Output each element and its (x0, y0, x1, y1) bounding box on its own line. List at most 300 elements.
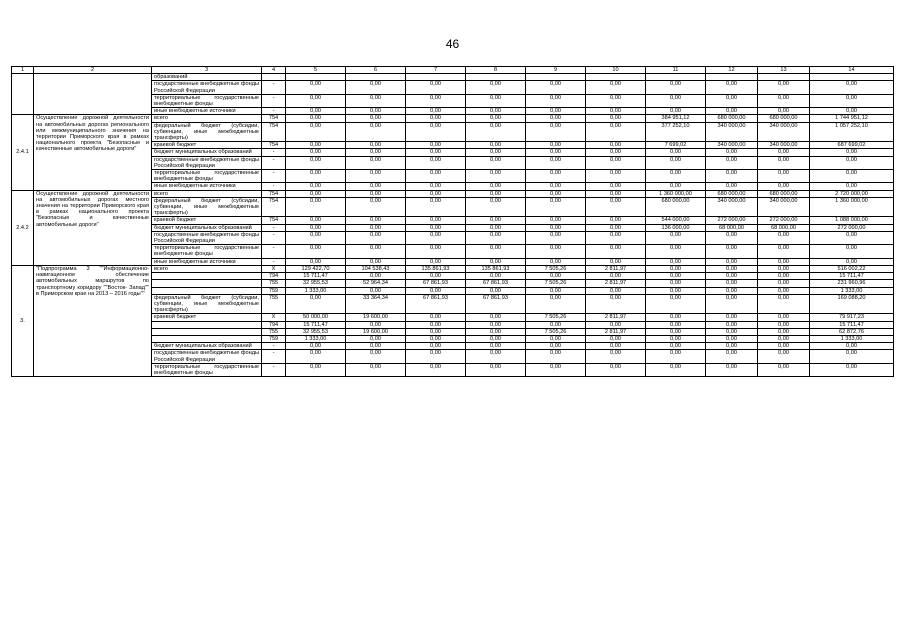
column-number-cell: 5 (286, 67, 346, 74)
amount-cell: 0,00 (466, 170, 526, 183)
amount-cell: 0,00 (346, 108, 406, 115)
amount-cell: 67 861,93 (406, 280, 466, 287)
amount-cell: 1 057 252,10 (810, 122, 894, 142)
amount-cell: 0,00 (286, 245, 346, 258)
amount-cell: 0,00 (346, 81, 406, 94)
admin-code-cell: 754 (262, 197, 286, 217)
amount-cell: 1 333,00 (286, 335, 346, 342)
amount-cell: 0,00 (466, 108, 526, 115)
admin-code-cell: X (262, 265, 286, 272)
table-row (12, 74, 894, 81)
amount-cell: 0,00 (758, 265, 810, 272)
amount-cell: 680 000,00 (758, 115, 810, 122)
amount-cell: 0,00 (466, 217, 526, 224)
measure-description-cell: Осуществление дорожной деятельности на автомобильных дорогах регионального или межмуниципального значения на территории Приморского края в рамках национального проекта "Безопасные и качественные автомобильные дороги" (34, 115, 152, 190)
amount-cell: 0,00 (466, 363, 526, 376)
amount-cell: 0,00 (646, 314, 706, 321)
amount-cell: 0,00 (586, 350, 646, 363)
amount-cell: 0,00 (286, 156, 346, 169)
funding-source-cell: территориальные государственные внебюджетные фонды (152, 363, 262, 376)
measure-description-cell (34, 74, 152, 115)
admin-code-cell: - (262, 231, 286, 244)
amount-cell: 0,00 (466, 122, 526, 142)
admin-code-cell: 754 (262, 122, 286, 142)
amount-cell: 0,00 (646, 294, 706, 314)
column-number-cell: 3 (152, 67, 262, 74)
amount-cell (286, 74, 346, 81)
amount-cell: 67 861,93 (466, 280, 526, 287)
amount-cell: 544 000,00 (646, 217, 706, 224)
amount-cell: 0,00 (646, 265, 706, 272)
amount-cell: 0,00 (286, 142, 346, 149)
amount-cell (810, 74, 894, 81)
funding-source-cell: государственные внебюджетные фонды Российской Федерации (152, 81, 262, 94)
amount-cell: 68 000,00 (758, 224, 810, 231)
budget-table (11, 66, 894, 377)
column-number-cell: 7 (406, 67, 466, 74)
funding-source-cell: бюджет муниципальных образований (152, 149, 262, 156)
amount-cell: 0,00 (346, 273, 406, 280)
amount-cell: 231 960,96 (810, 280, 894, 287)
amount-cell: 0,00 (758, 81, 810, 94)
amount-cell: 0,00 (466, 328, 526, 335)
amount-cell: 0,00 (706, 280, 758, 287)
amount-cell: 0,00 (706, 294, 758, 314)
amount-cell: 0,00 (706, 231, 758, 244)
amount-cell: 2 811,97 (586, 328, 646, 335)
amount-cell: 0,00 (586, 197, 646, 217)
amount-cell: 0,00 (346, 245, 406, 258)
amount-cell: 0,00 (286, 258, 346, 265)
amount-cell: 0,00 (586, 149, 646, 156)
admin-code-cell: - (262, 224, 286, 231)
amount-cell (346, 74, 406, 81)
funding-source-cell: государственные внебюджетные фонды Российской Федерации (152, 350, 262, 363)
amount-cell: 0,00 (646, 363, 706, 376)
amount-cell: 0,00 (646, 321, 706, 328)
amount-cell: 0,00 (586, 343, 646, 350)
amount-cell: 0,00 (466, 197, 526, 217)
funding-source-cell (152, 321, 262, 328)
funding-source-cell (152, 280, 262, 287)
amount-cell: 0,00 (526, 245, 586, 258)
amount-cell: 0,00 (286, 231, 346, 244)
amount-cell: 0,00 (706, 258, 758, 265)
amount-cell: 0,00 (406, 81, 466, 94)
amount-cell: 384 951,12 (646, 115, 706, 122)
amount-cell: 0,00 (586, 294, 646, 314)
amount-cell: 0,00 (758, 343, 810, 350)
amount-cell: 0,00 (646, 280, 706, 287)
column-number-cell: 9 (526, 67, 586, 74)
amount-cell (586, 74, 646, 81)
amount-cell: 1 744 951,12 (810, 115, 894, 122)
amount-cell: 0,00 (526, 350, 586, 363)
amount-cell: 0,00 (286, 217, 346, 224)
amount-cell: 0,00 (758, 335, 810, 342)
amount-cell: 15 711,47 (286, 273, 346, 280)
amount-cell: 0,00 (466, 94, 526, 107)
amount-cell: 0,00 (706, 108, 758, 115)
amount-cell: 1 333,00 (810, 287, 894, 294)
amount-cell: 2 811,97 (586, 280, 646, 287)
amount-cell: 0,00 (706, 81, 758, 94)
column-number-cell: 4 (262, 67, 286, 74)
amount-cell: 0,00 (526, 231, 586, 244)
amount-cell: 0,00 (346, 258, 406, 265)
amount-cell: 104 538,43 (346, 265, 406, 272)
amount-cell: 0,00 (526, 149, 586, 156)
amount-cell: 340 000,00 (758, 197, 810, 217)
admin-code-cell: 754 (262, 115, 286, 122)
amount-cell: 0,00 (810, 183, 894, 190)
amount-cell: 32 955,53 (286, 328, 346, 335)
amount-cell: 680 000,00 (646, 197, 706, 217)
amount-cell: 0,00 (406, 217, 466, 224)
admin-code-cell: X (262, 314, 286, 321)
admin-code-cell: 755 (262, 328, 286, 335)
amount-cell: 0,00 (466, 115, 526, 122)
amount-cell (406, 74, 466, 81)
amount-cell: 0,00 (758, 321, 810, 328)
amount-cell: 7 505,26 (526, 314, 586, 321)
amount-cell: 0,00 (586, 183, 646, 190)
amount-cell: 0,00 (526, 170, 586, 183)
amount-cell: 0,00 (526, 94, 586, 107)
amount-cell: 0,00 (706, 328, 758, 335)
amount-cell: 0,00 (646, 258, 706, 265)
amount-cell: 0,00 (286, 122, 346, 142)
amount-cell: 0,00 (758, 273, 810, 280)
amount-cell: 135 861,93 (466, 265, 526, 272)
funding-source-cell: иные внебюджетные источники (152, 258, 262, 265)
amount-cell: 0,00 (526, 190, 586, 197)
amount-cell: 2 720 000,00 (810, 190, 894, 197)
amount-cell: 0,00 (286, 190, 346, 197)
measure-description-cell: Осуществление дорожной деятельности на автомобильных дорогах местного значения на территории Приморского края в рамках национального проекта "Безопасные и качественные автомобильные дороги" (34, 190, 152, 265)
amount-cell: 0,00 (346, 190, 406, 197)
funding-source-cell (152, 287, 262, 294)
amount-cell: 0,00 (466, 343, 526, 350)
amount-cell: 0,00 (586, 170, 646, 183)
amount-cell: 0,00 (586, 335, 646, 342)
amount-cell: 0,00 (526, 122, 586, 142)
amount-cell: 0,00 (526, 287, 586, 294)
amount-cell: 0,00 (346, 183, 406, 190)
amount-cell: 0,00 (466, 350, 526, 363)
amount-cell: 0,00 (706, 170, 758, 183)
amount-cell: 0,00 (466, 245, 526, 258)
funding-source-cell: федеральный бюджет (субсидии, субвенции, иные межбюджетные трансферты) (152, 122, 262, 142)
amount-cell: 0,00 (810, 170, 894, 183)
funding-source-cell (152, 273, 262, 280)
amount-cell: 272 000,00 (810, 224, 894, 231)
amount-cell: 0,00 (406, 363, 466, 376)
amount-cell: 0,00 (646, 328, 706, 335)
amount-cell: 0,00 (466, 321, 526, 328)
amount-cell: 0,00 (286, 94, 346, 107)
funding-source-cell: иные внебюджетные источники (152, 108, 262, 115)
amount-cell: 0,00 (586, 156, 646, 169)
amount-cell: 0,00 (706, 350, 758, 363)
amount-cell: 0,00 (706, 156, 758, 169)
amount-cell: 0,00 (466, 258, 526, 265)
amount-cell: 0,00 (526, 81, 586, 94)
amount-cell: 0,00 (586, 363, 646, 376)
amount-cell: 7 699,02 (646, 142, 706, 149)
table-row (12, 115, 894, 122)
amount-cell: 0,00 (406, 156, 466, 169)
amount-cell: 52 964,34 (346, 280, 406, 287)
amount-cell: 0,00 (526, 294, 586, 314)
admin-code-cell: 759 (262, 335, 286, 342)
column-number-cell: 6 (346, 67, 406, 74)
amount-cell: 0,00 (406, 328, 466, 335)
amount-cell: 0,00 (706, 335, 758, 342)
amount-cell: 0,00 (526, 273, 586, 280)
amount-cell: 340 000,00 (706, 142, 758, 149)
funding-source-cell: образований (152, 74, 262, 81)
section-number-cell: 2.4.2 (12, 190, 34, 265)
amount-cell: 0,00 (758, 183, 810, 190)
amount-cell: 0,00 (286, 81, 346, 94)
amount-cell: 0,00 (706, 245, 758, 258)
amount-cell (646, 74, 706, 81)
amount-cell: 0,00 (810, 108, 894, 115)
funding-source-cell: федеральный бюджет (субсидии, субвенции, иные межбюджетные трансферты) (152, 294, 262, 314)
amount-cell: 0,00 (586, 231, 646, 244)
funding-source-cell: всего (152, 190, 262, 197)
admin-code-cell (262, 74, 286, 81)
amount-cell: 680 000,00 (758, 190, 810, 197)
column-number-cell: 12 (706, 67, 758, 74)
amount-cell: 0,00 (466, 81, 526, 94)
section-number-cell: 2.4.1 (12, 115, 34, 190)
page-number: 46 (445, 37, 460, 51)
funding-source-cell: краевой бюджет (152, 142, 262, 149)
amount-cell: 0,00 (346, 231, 406, 244)
amount-cell: 0,00 (810, 94, 894, 107)
amount-cell: 0,00 (646, 170, 706, 183)
column-number-cell: 2 (34, 67, 152, 74)
funding-source-cell: государственные внебюджетные фонды Российской Федерации (152, 156, 262, 169)
amount-cell: 0,00 (526, 197, 586, 217)
amount-cell: 0,00 (346, 142, 406, 149)
amount-cell: 0,00 (286, 197, 346, 217)
amount-cell: 0,00 (466, 190, 526, 197)
amount-cell: 0,00 (646, 273, 706, 280)
amount-cell: 1 088 000,00 (810, 217, 894, 224)
amount-cell: 0,00 (586, 94, 646, 107)
amount-cell: 0,00 (406, 350, 466, 363)
amount-cell: 0,00 (758, 363, 810, 376)
amount-cell: 0,00 (466, 156, 526, 169)
amount-cell: 0,00 (406, 122, 466, 142)
amount-cell: 0,00 (406, 190, 466, 197)
amount-cell: 0,00 (466, 231, 526, 244)
amount-cell: 67 861,93 (466, 294, 526, 314)
amount-cell: 1 360 000,00 (646, 190, 706, 197)
amount-cell: 0,00 (706, 321, 758, 328)
admin-code-cell: - (262, 363, 286, 376)
amount-cell: 0,00 (286, 170, 346, 183)
funding-source-cell: бюджет муниципальных образований (152, 224, 262, 231)
table-row (12, 190, 894, 197)
amount-cell: 0,00 (646, 335, 706, 342)
admin-code-cell: - (262, 108, 286, 115)
amount-cell: 0,00 (286, 115, 346, 122)
funding-source-cell: всего (152, 115, 262, 122)
amount-cell: 33 364,34 (346, 294, 406, 314)
admin-code-cell: - (262, 156, 286, 169)
amount-cell: 0,00 (586, 273, 646, 280)
amount-cell: 0,00 (586, 115, 646, 122)
amount-cell: 0,00 (466, 273, 526, 280)
amount-cell: 15 711,47 (810, 321, 894, 328)
amount-cell: 0,00 (286, 294, 346, 314)
amount-cell: 135 861,93 (406, 265, 466, 272)
funding-source-cell: федеральный бюджет (субсидии, субвенции, иные межбюджетные трансферты) (152, 197, 262, 217)
funding-source-cell: бюджет муниципальных образований (152, 343, 262, 350)
funding-source-cell: территориальные государственные внебюджетные фонды (152, 94, 262, 107)
amount-cell: 0,00 (526, 217, 586, 224)
amount-cell: 0,00 (526, 183, 586, 190)
funding-source-cell: территориальные государственные внебюджетные фонды (152, 170, 262, 183)
admin-code-cell: 755 (262, 294, 286, 314)
amount-cell: 0,00 (586, 217, 646, 224)
admin-code-cell: 754 (262, 190, 286, 197)
amount-cell: 0,00 (586, 224, 646, 231)
amount-cell: 0,00 (466, 287, 526, 294)
amount-cell: 340 000,00 (758, 142, 810, 149)
amount-cell: 0,00 (810, 149, 894, 156)
amount-cell: 0,00 (706, 343, 758, 350)
amount-cell: 0,00 (526, 258, 586, 265)
amount-cell (758, 74, 810, 81)
amount-cell: 0,00 (586, 190, 646, 197)
amount-cell: 0,00 (466, 183, 526, 190)
amount-cell: 0,00 (286, 343, 346, 350)
amount-cell: 0,00 (406, 273, 466, 280)
amount-cell: 0,00 (646, 287, 706, 294)
amount-cell: 516 002,22 (810, 265, 894, 272)
amount-cell: 340 000,00 (758, 122, 810, 142)
admin-code-cell: 759 (262, 287, 286, 294)
amount-cell: 0,00 (466, 142, 526, 149)
amount-cell: 0,00 (810, 350, 894, 363)
amount-cell: 0,00 (406, 321, 466, 328)
funding-source-cell: государственные внебюджетные фонды Российской Федерации (152, 231, 262, 244)
column-number-cell: 14 (810, 67, 894, 74)
amount-cell: 1 333,00 (810, 335, 894, 342)
amount-cell: 0,00 (810, 156, 894, 169)
amount-cell: 0,00 (758, 314, 810, 321)
amount-cell: 15 711,47 (286, 321, 346, 328)
amount-cell: 0,00 (406, 245, 466, 258)
amount-cell: 0,00 (406, 197, 466, 217)
amount-cell: 0,00 (758, 280, 810, 287)
amount-cell: 19 600,00 (346, 314, 406, 321)
funding-source-cell: иные внебюджетные источники (152, 183, 262, 190)
amount-cell: 0,00 (406, 231, 466, 244)
column-number-row (12, 67, 894, 74)
amount-cell: 0,00 (810, 231, 894, 244)
amount-cell: 0,00 (758, 287, 810, 294)
table-body (12, 67, 894, 377)
amount-cell: 7 505,26 (526, 265, 586, 272)
admin-code-cell: - (262, 350, 286, 363)
amount-cell: 68 000,00 (706, 224, 758, 231)
amount-cell: 0,00 (586, 142, 646, 149)
amount-cell: 0,00 (706, 363, 758, 376)
amount-cell: 0,00 (526, 343, 586, 350)
amount-cell: 0,00 (810, 343, 894, 350)
column-number-cell: 10 (586, 67, 646, 74)
amount-cell: 0,00 (758, 231, 810, 244)
amount-cell (526, 74, 586, 81)
amount-cell: 0,00 (586, 321, 646, 328)
amount-cell: 0,00 (406, 115, 466, 122)
amount-cell: 0,00 (526, 363, 586, 376)
amount-cell: 0,00 (758, 245, 810, 258)
funding-source-cell (152, 328, 262, 335)
amount-cell: 0,00 (706, 94, 758, 107)
amount-cell: 0,00 (526, 224, 586, 231)
amount-cell: 79 917,23 (810, 314, 894, 321)
amount-cell: 0,00 (758, 350, 810, 363)
amount-cell: 1 360 000,00 (810, 197, 894, 217)
amount-cell: 1 333,00 (286, 287, 346, 294)
amount-cell: 7 505,26 (526, 328, 586, 335)
amount-cell: 0,00 (706, 287, 758, 294)
amount-cell: 0,00 (406, 287, 466, 294)
amount-cell: 67 861,93 (406, 294, 466, 314)
amount-cell: 0,00 (466, 149, 526, 156)
amount-cell: 0,00 (406, 170, 466, 183)
amount-cell: 0,00 (406, 314, 466, 321)
amount-cell: 0,00 (466, 335, 526, 342)
amount-cell: 7 505,26 (526, 280, 586, 287)
amount-cell: 0,00 (526, 142, 586, 149)
amount-cell: 0,00 (706, 273, 758, 280)
column-number-cell: 8 (466, 67, 526, 74)
amount-cell: 0,00 (406, 335, 466, 342)
funding-source-cell: территориальные государственные внебюджетные фонды (152, 245, 262, 258)
amount-cell: 0,00 (758, 94, 810, 107)
amount-cell: 0,00 (758, 258, 810, 265)
table-row (12, 265, 894, 272)
amount-cell: 0,00 (646, 183, 706, 190)
amount-cell: 0,00 (586, 81, 646, 94)
amount-cell: 0,00 (286, 149, 346, 156)
funding-source-cell: краевой бюджет (152, 217, 262, 224)
amount-cell: 0,00 (406, 94, 466, 107)
admin-code-cell: - (262, 81, 286, 94)
amount-cell: 0,00 (810, 245, 894, 258)
amount-cell: 0,00 (646, 149, 706, 156)
amount-cell: 0,00 (526, 335, 586, 342)
amount-cell: 19 600,00 (346, 328, 406, 335)
amount-cell: 0,00 (346, 94, 406, 107)
admin-code-cell: - (262, 149, 286, 156)
amount-cell: 0,00 (466, 314, 526, 321)
admin-code-cell: 755 (262, 280, 286, 287)
amount-cell: 136 000,00 (646, 224, 706, 231)
amount-cell: 0,00 (406, 224, 466, 231)
amount-cell: 0,00 (586, 108, 646, 115)
amount-cell: 0,00 (406, 258, 466, 265)
amount-cell: 0,00 (810, 81, 894, 94)
